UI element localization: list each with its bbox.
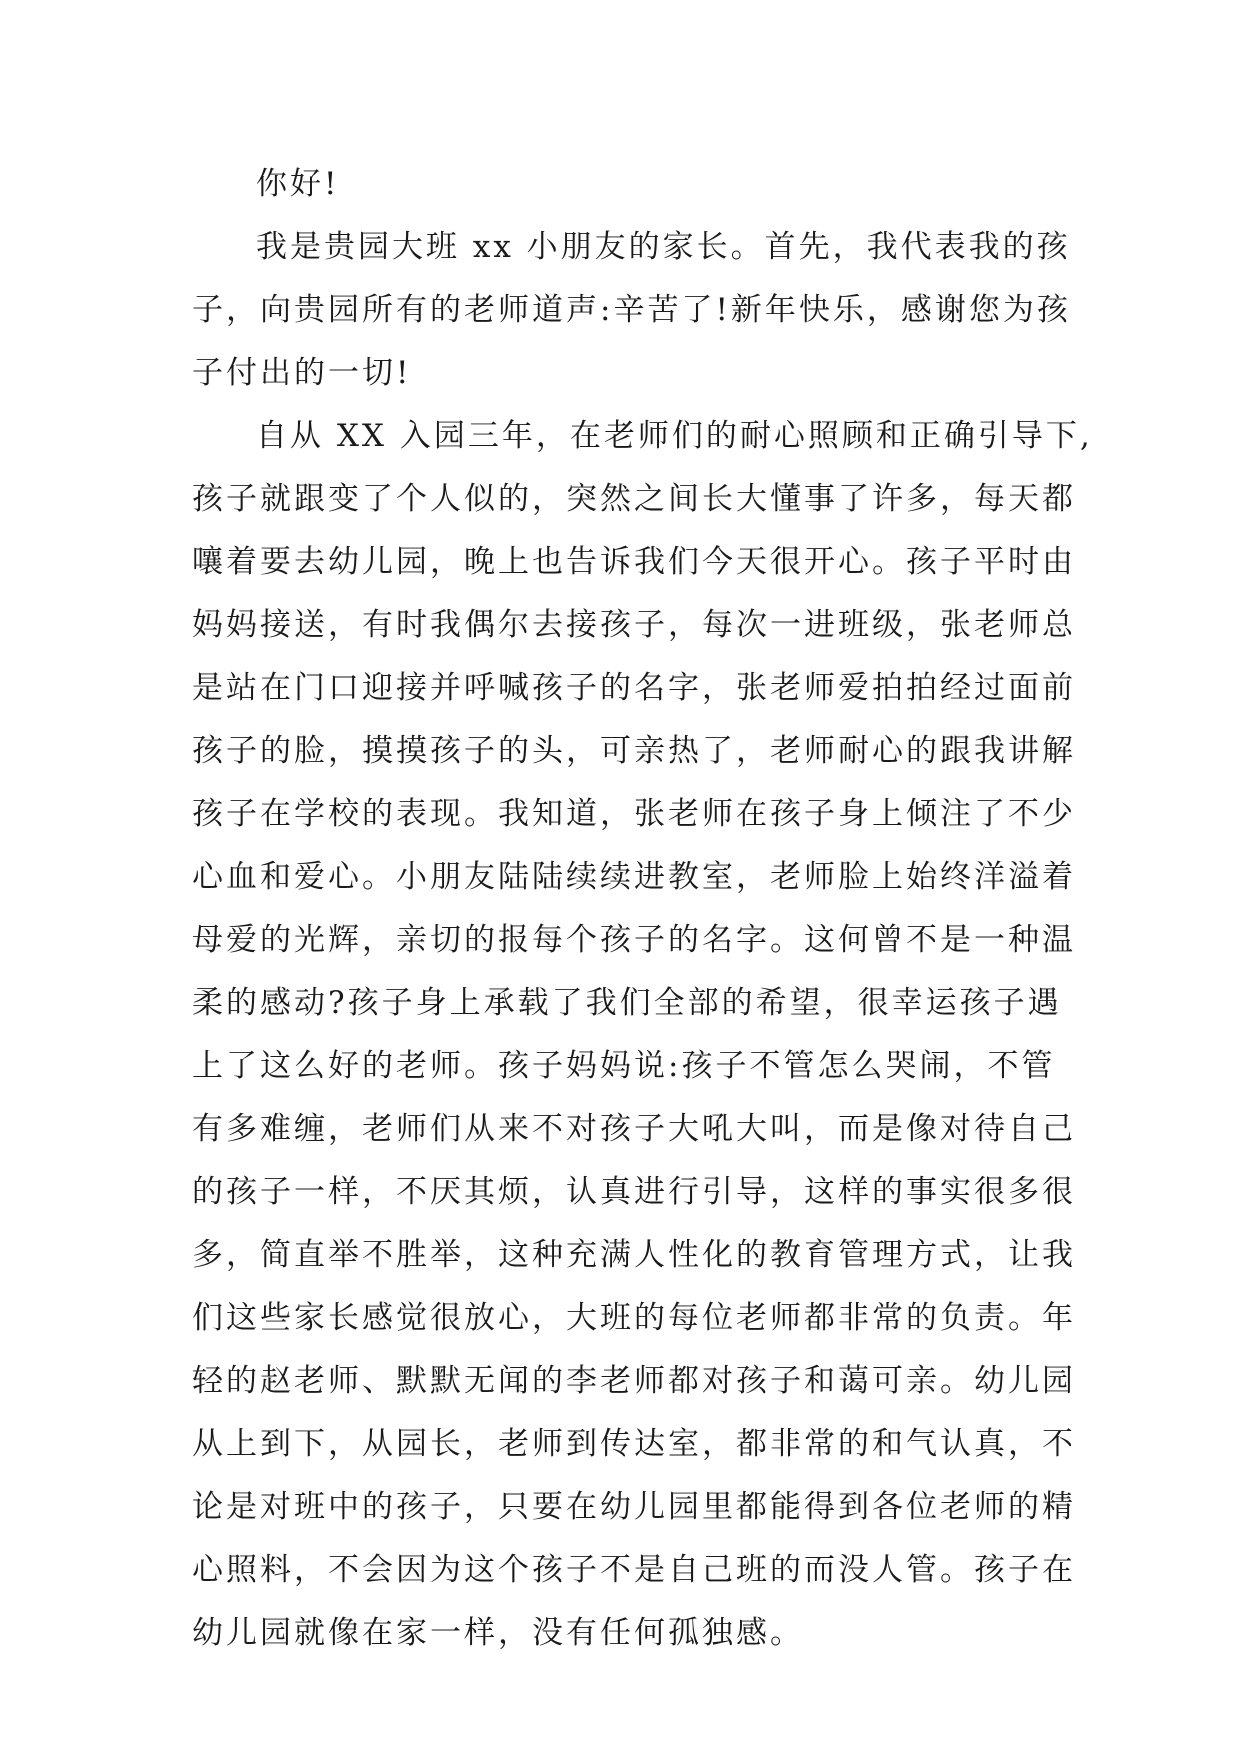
- paragraph-2-line-18: 论是对班中的孩子，只要在幼儿园里都能得到各位老师的精: [192, 1489, 1076, 1525]
- paragraph-2-line-1: 自从 XX 入园三年，在老师们的耐心照顾和正确引导下,: [256, 418, 1093, 454]
- paragraph-1-line-2: 子，向贵园所有的老师道声:辛苦了!新年快乐，感谢您为孩: [192, 292, 1071, 328]
- paragraph-2-line-11: 上了这么好的老师。孩子妈妈说:孩子不管怎么哭闹，不管: [192, 1048, 1056, 1084]
- paragraph-2-line-20: 幼儿园就像在家一样，没有任何孤独感。: [192, 1615, 804, 1651]
- greeting-line: 你好!: [256, 166, 340, 202]
- paragraph-2-line-16: 轻的赵老师、默默无闻的李老师都对孩子和蔼可亲。幼儿园: [192, 1363, 1076, 1399]
- paragraph-2-line-12: 有多难缠，老师们从来不对孩子大吼大叫，而是像对待自己: [192, 1111, 1076, 1147]
- paragraph-2-line-3: 嚷着要去幼儿园，晚上也告诉我们今天很开心。孩子平时由: [192, 544, 1076, 580]
- paragraph-2-line-5: 是站在门口迎接并呼喊孩子的名字，张老师爱拍拍经过面前: [192, 670, 1076, 706]
- paragraph-2-line-4: 妈妈接送，有时我偶尔去接孩子，每次一进班级，张老师总: [192, 607, 1076, 643]
- letter-body: [192, 153, 1093, 1665]
- paragraph-2-line-17: 从上到下，从园长，老师到传达室，都非常的和气认真，不: [192, 1426, 1076, 1462]
- paragraph-2-line-19: 心照料，不会因为这个孩子不是自己班的而没人管。孩子在: [192, 1552, 1076, 1588]
- paragraph-2-line-6: 孩子的脸，摸摸孩子的头，可亲热了，老师耐心的跟我讲解: [192, 733, 1076, 769]
- paragraph-2-line-2: 孩子就跟变了个人似的，突然之间长大懂事了许多，每天都: [192, 481, 1076, 517]
- paragraph-2-line-13: 的孩子一样，不厌其烦，认真进行引导，这样的事实很多很: [192, 1174, 1076, 1210]
- paragraph-2-line-14: 多，简直举不胜举，这种充满人性化的教育管理方式，让我: [192, 1237, 1076, 1273]
- paragraph-2-line-10: 柔的感动?孩子身上承载了我们全部的希望，很幸运孩子遇: [192, 985, 1062, 1021]
- paragraph-2-line-9: 母爱的光辉，亲切的报每个孩子的名字。这何曾不是一种温: [192, 922, 1076, 958]
- paragraph-2-line-7: 孩子在学校的表现。我知道，张老师在孩子身上倾注了不少: [192, 796, 1076, 832]
- paragraph-1-line-1: 我是贵园大班 xx 小朋友的家长。首先，我代表我的孩: [256, 229, 1071, 265]
- paragraph-2-line-15: 们这些家长感觉很放心，大班的每位老师都非常的负责。年: [192, 1300, 1076, 1336]
- paragraph-1-line-3: 子付出的一切!: [192, 355, 412, 391]
- paragraph-2-line-8: 心血和爱心。小朋友陆陆续续进教室，老师脸上始终洋溢着: [192, 859, 1076, 895]
